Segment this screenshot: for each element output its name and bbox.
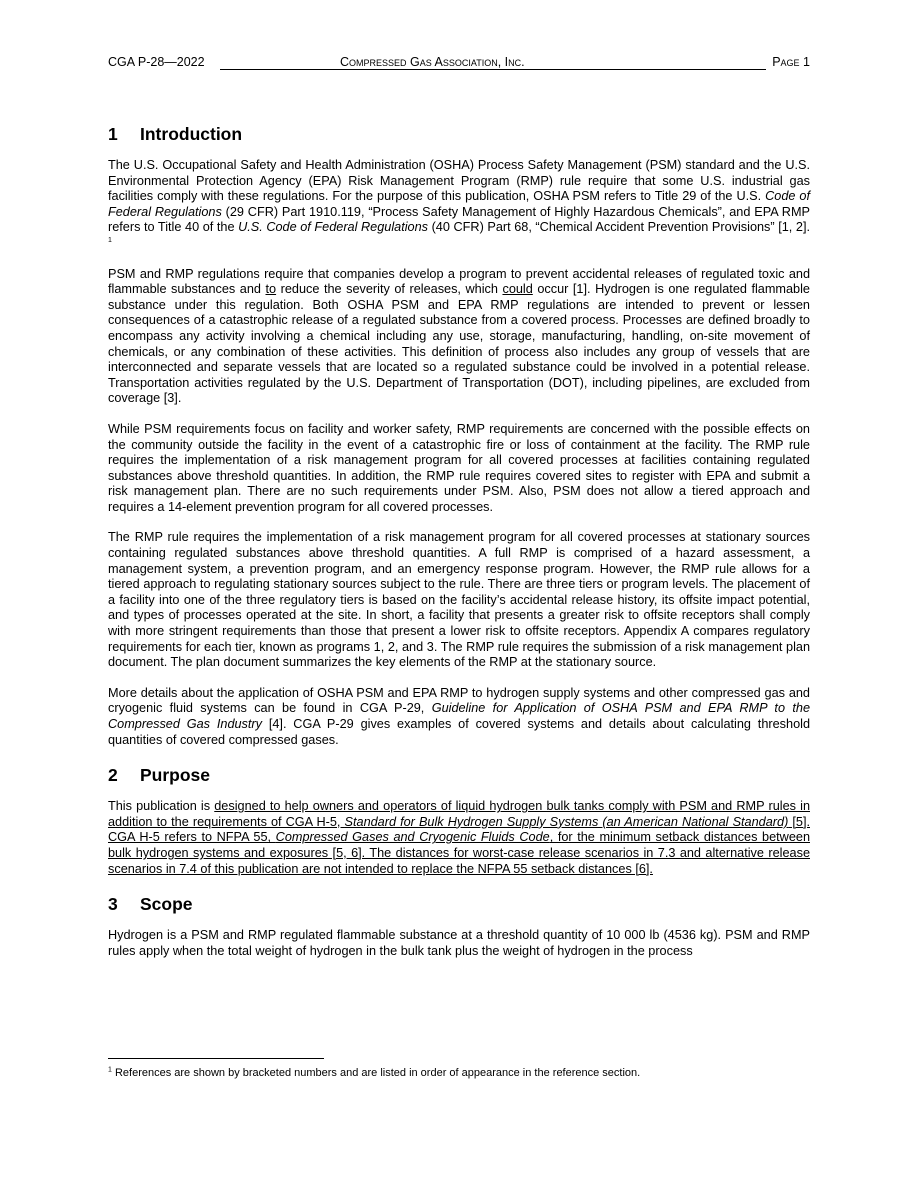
text-run: designed to help owners and operators of liquid hydrogen bulk tanks comply with PSM and RMP rules in addition to the requirements of CGA H-5, bbox=[108, 799, 810, 829]
header-rule bbox=[220, 69, 684, 70]
text-run: [4]. CGA P-29 gives examples of covered systems and details about calculating threshold quantities of covered compressed gases. bbox=[108, 717, 810, 747]
footnote-marker: 1 bbox=[108, 1066, 112, 1074]
text-run: The U.S. Occupational Safety and Health Administration (OSHA) Process Safety Management (PSM) standard and the U.S. Environmental Protection Agency (EPA) Risk Management Program (RMP) rule require that some U.S. industrial gas facilities comply with these regulations. For the purpose of this publication, OSHA PSM refers to Title 29 of the U.S. bbox=[108, 158, 810, 204]
header-page-number: Page 1 bbox=[772, 55, 810, 69]
text-run: This publication is bbox=[108, 799, 215, 814]
text-run: Hydrogen is a PSM and RMP regulated flammable substance at a threshold quantity of 10 000 lb (4536 kg). PSM and RMP rules apply when the total weight of hydrogen in the bulk tank plus the weight of hydrogen in the process bbox=[108, 928, 810, 958]
text-run: While PSM requirements focus on facility and worker safety, RMP requirements are concerned with the possible effects on the community outside the facility in the event of a catastrophic fire or loss of containment at the facility. The RMP rule requires the implementation of a risk management program for all covered processes at facilities containing regulated substances above threshold quantities. In addition, the RMP rule requires covered sites to register with EPA and submit a risk management plan. There are no such requirements under PSM. Also, PSM does not allow a tiered approach and requires a 14-element prevention program for all covered processes. bbox=[108, 421, 810, 514]
text-run: reduce the severity of releases, which bbox=[276, 282, 503, 297]
text-run: Compressed Gases and Cryogenic Fluids Code bbox=[275, 830, 550, 845]
body-paragraph bbox=[108, 267, 810, 407]
header-doc-id: CGA P-28—2022 bbox=[108, 55, 205, 69]
body-content bbox=[108, 122, 810, 974]
text-run: , for the minimum setback distances between bulk hydrogen systems and exposures [5, 6]. The distances for worst-case release scenarios in 7.3 and alternative release scenarios in 7.4 of this publication are not intended to replace the NFPA 55 setback distances [6]. bbox=[108, 830, 810, 876]
text-run: occur [1]. Hydrogen is one regulated flammable substance under this regulation. Both OSHA PSM and EPA RMP regulations are intended to prevent or lessen consequences of a catastrophic release of a regulated substance from a covered process. Processes are defined broadly to encompass any activity involving a chemical including any use, storage, manufacturing, handling, on-site movement of chemicals, or any combination of these activities. This definition of process also includes any group of vessels that are interconnected and separate vessels that are located so a regulated substance could be involved in a potential release. Transportation activities regulated by the U.S. Department of Transportation (DOT), including pipelines, are excluded from coverage [3]. bbox=[108, 282, 810, 406]
text-run: More details about the application of OSHA PSM and EPA RMP to hydrogen supply systems and other compressed gas and cryogenic fluid systems can be found in CGA P-29, bbox=[108, 685, 810, 716]
section-number: 2 bbox=[108, 765, 118, 786]
body-paragraph bbox=[108, 158, 810, 252]
text-run: Code of Federal Regulations bbox=[108, 189, 810, 219]
text-run: PSM and RMP regulations require that companies develop a program to prevent accidental releases of regulated toxic and flammable substances and bbox=[108, 266, 810, 297]
section-number: 3 bbox=[108, 894, 118, 915]
body-paragraph bbox=[108, 422, 810, 516]
section-number: 1 bbox=[108, 124, 118, 144]
text-run: The RMP rule requires the implementation of a risk management program for all covered processes at stationary sources containing regulated substances above threshold quantities. A full RMP is comprised of a hazard assessment, a management system, a prevention program, and an emergency response program. However, the RMP rule allows for a tiered approach to regulating stationary sources subject to the rule. There are three tiers or program levels. The placement of a facility into one of the three regulatory tiers is based on the facility’s accidental release history, its offsite impact potential, and types of processes operated at the site. In short, a facility that presents a greater risk to offsite receptors shall comply with more stringent requirements than those that present a lower risk to offsite receptors. Appendix A compares regulatory requirements for each tier, known as programs 1, 2, and 3. The RMP rule requires the submission of a risk management plan document. The plan document summarizes the key elements of the RMP at the stationary source. bbox=[108, 530, 810, 670]
section-title: Scope bbox=[140, 894, 193, 915]
text-run: Standard for Bulk Hydrogen Supply Systems (an American National Standard) bbox=[344, 814, 789, 829]
footnote-separator bbox=[108, 1058, 324, 1059]
body-paragraph bbox=[108, 928, 810, 959]
footnote-text: References are shown by bracketed numbers and are listed in order of appearance in the reference section. bbox=[111, 1067, 641, 1079]
header-publisher: Compressed Gas Association, Inc. bbox=[340, 55, 525, 69]
text-run: Guideline for Application of OSHA PSM and EPA RMP to the Compressed Gas Industry bbox=[108, 701, 811, 731]
running-header bbox=[108, 55, 810, 71]
text-run: to bbox=[265, 282, 277, 297]
text-run: (40 CFR) Part 68, “Chemical Accident Prevention Provisions” [1, 2]. bbox=[428, 220, 810, 235]
footnote-reference: 1 bbox=[108, 236, 112, 244]
text-run: (29 CFR) Part 1910.119, “Process Safety Management of Highly Hazardous Chemicals”, and EPA RMP refers to Title 40 of the bbox=[108, 204, 810, 235]
section-title: Introduction bbox=[140, 124, 243, 144]
section-title: Purpose bbox=[140, 765, 211, 786]
header-rule bbox=[684, 69, 766, 70]
text-run: could bbox=[502, 282, 533, 297]
section-heading bbox=[108, 763, 810, 787]
body-paragraph bbox=[108, 530, 810, 670]
body-paragraph bbox=[108, 799, 810, 877]
text-run: [5]. CGA H-5 refers to NFPA 55, bbox=[108, 814, 810, 845]
body-paragraph bbox=[108, 686, 810, 748]
section-heading bbox=[108, 892, 810, 916]
footnote bbox=[108, 1066, 810, 1080]
text-run: U.S. Code of Federal Regulations bbox=[238, 220, 428, 235]
section-heading bbox=[108, 122, 810, 146]
